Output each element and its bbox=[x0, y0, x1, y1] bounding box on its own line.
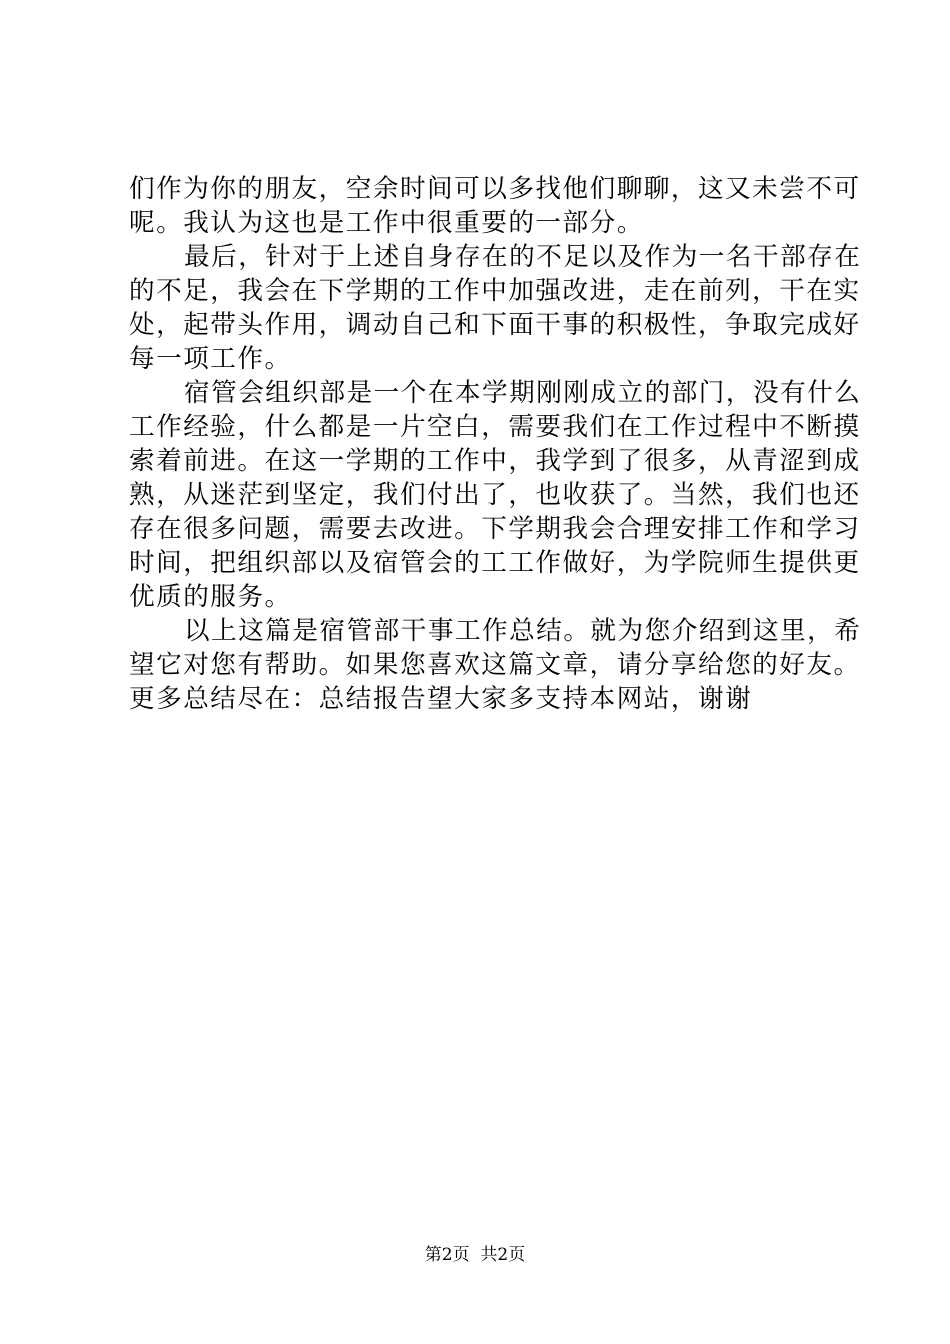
text-line: 时间，把组织部以及宿管会的工工作做好，为学院师生提供更 bbox=[129, 548, 861, 578]
document-body bbox=[129, 172, 862, 716]
text-line: 存在很多问题，需要去改进。下学期我会合理安排工作和学习 bbox=[129, 514, 861, 544]
page-footer bbox=[0, 1243, 950, 1267]
text-line: 最后，针对于上述自身存在的不足以及作为一名干部存在 bbox=[184, 242, 862, 272]
text-line: 们作为你的朋友，空余时间可以多找他们聊聊，这又未尝不可 bbox=[129, 174, 861, 204]
page-number-label: 第2页 共2页 bbox=[424, 1245, 526, 1265]
text-line: 的不足，我会在下学期的工作中加强改进，走在前列，干在实 bbox=[129, 276, 861, 306]
text-line: 优质的服务。 bbox=[129, 582, 292, 612]
text-line: 熟，从迷茫到坚定，我们付出了，也收获了。当然，我们也还 bbox=[129, 480, 861, 510]
text-line: 望它对您有帮助。如果您喜欢这篇文章，请分享给您的好友。 bbox=[129, 650, 861, 680]
text-line: 宿管会组织部是一个在本学期刚刚成立的部门，没有什么 bbox=[184, 378, 862, 408]
text-line: 呢。我认为这也是工作中很重要的一部分。 bbox=[129, 208, 644, 238]
text-line: 以上这篇是宿管部干事工作总结。就为您介绍到这里，希 bbox=[184, 616, 862, 646]
text-line: 处，起带头作用，调动自己和下面干事的积极性，争取完成好 bbox=[129, 310, 861, 340]
text-line: 索着前进。在这一学期的工作中，我学到了很多，从青涩到成 bbox=[129, 446, 861, 476]
text-line: 工作经验，什么都是一片空白，需要我们在工作过程中不断摸 bbox=[129, 412, 861, 442]
text-line: 每一项工作。 bbox=[129, 344, 292, 374]
text-line: 更多总结尽在：总结报告望大家多支持本网站，谢谢 bbox=[129, 684, 753, 714]
